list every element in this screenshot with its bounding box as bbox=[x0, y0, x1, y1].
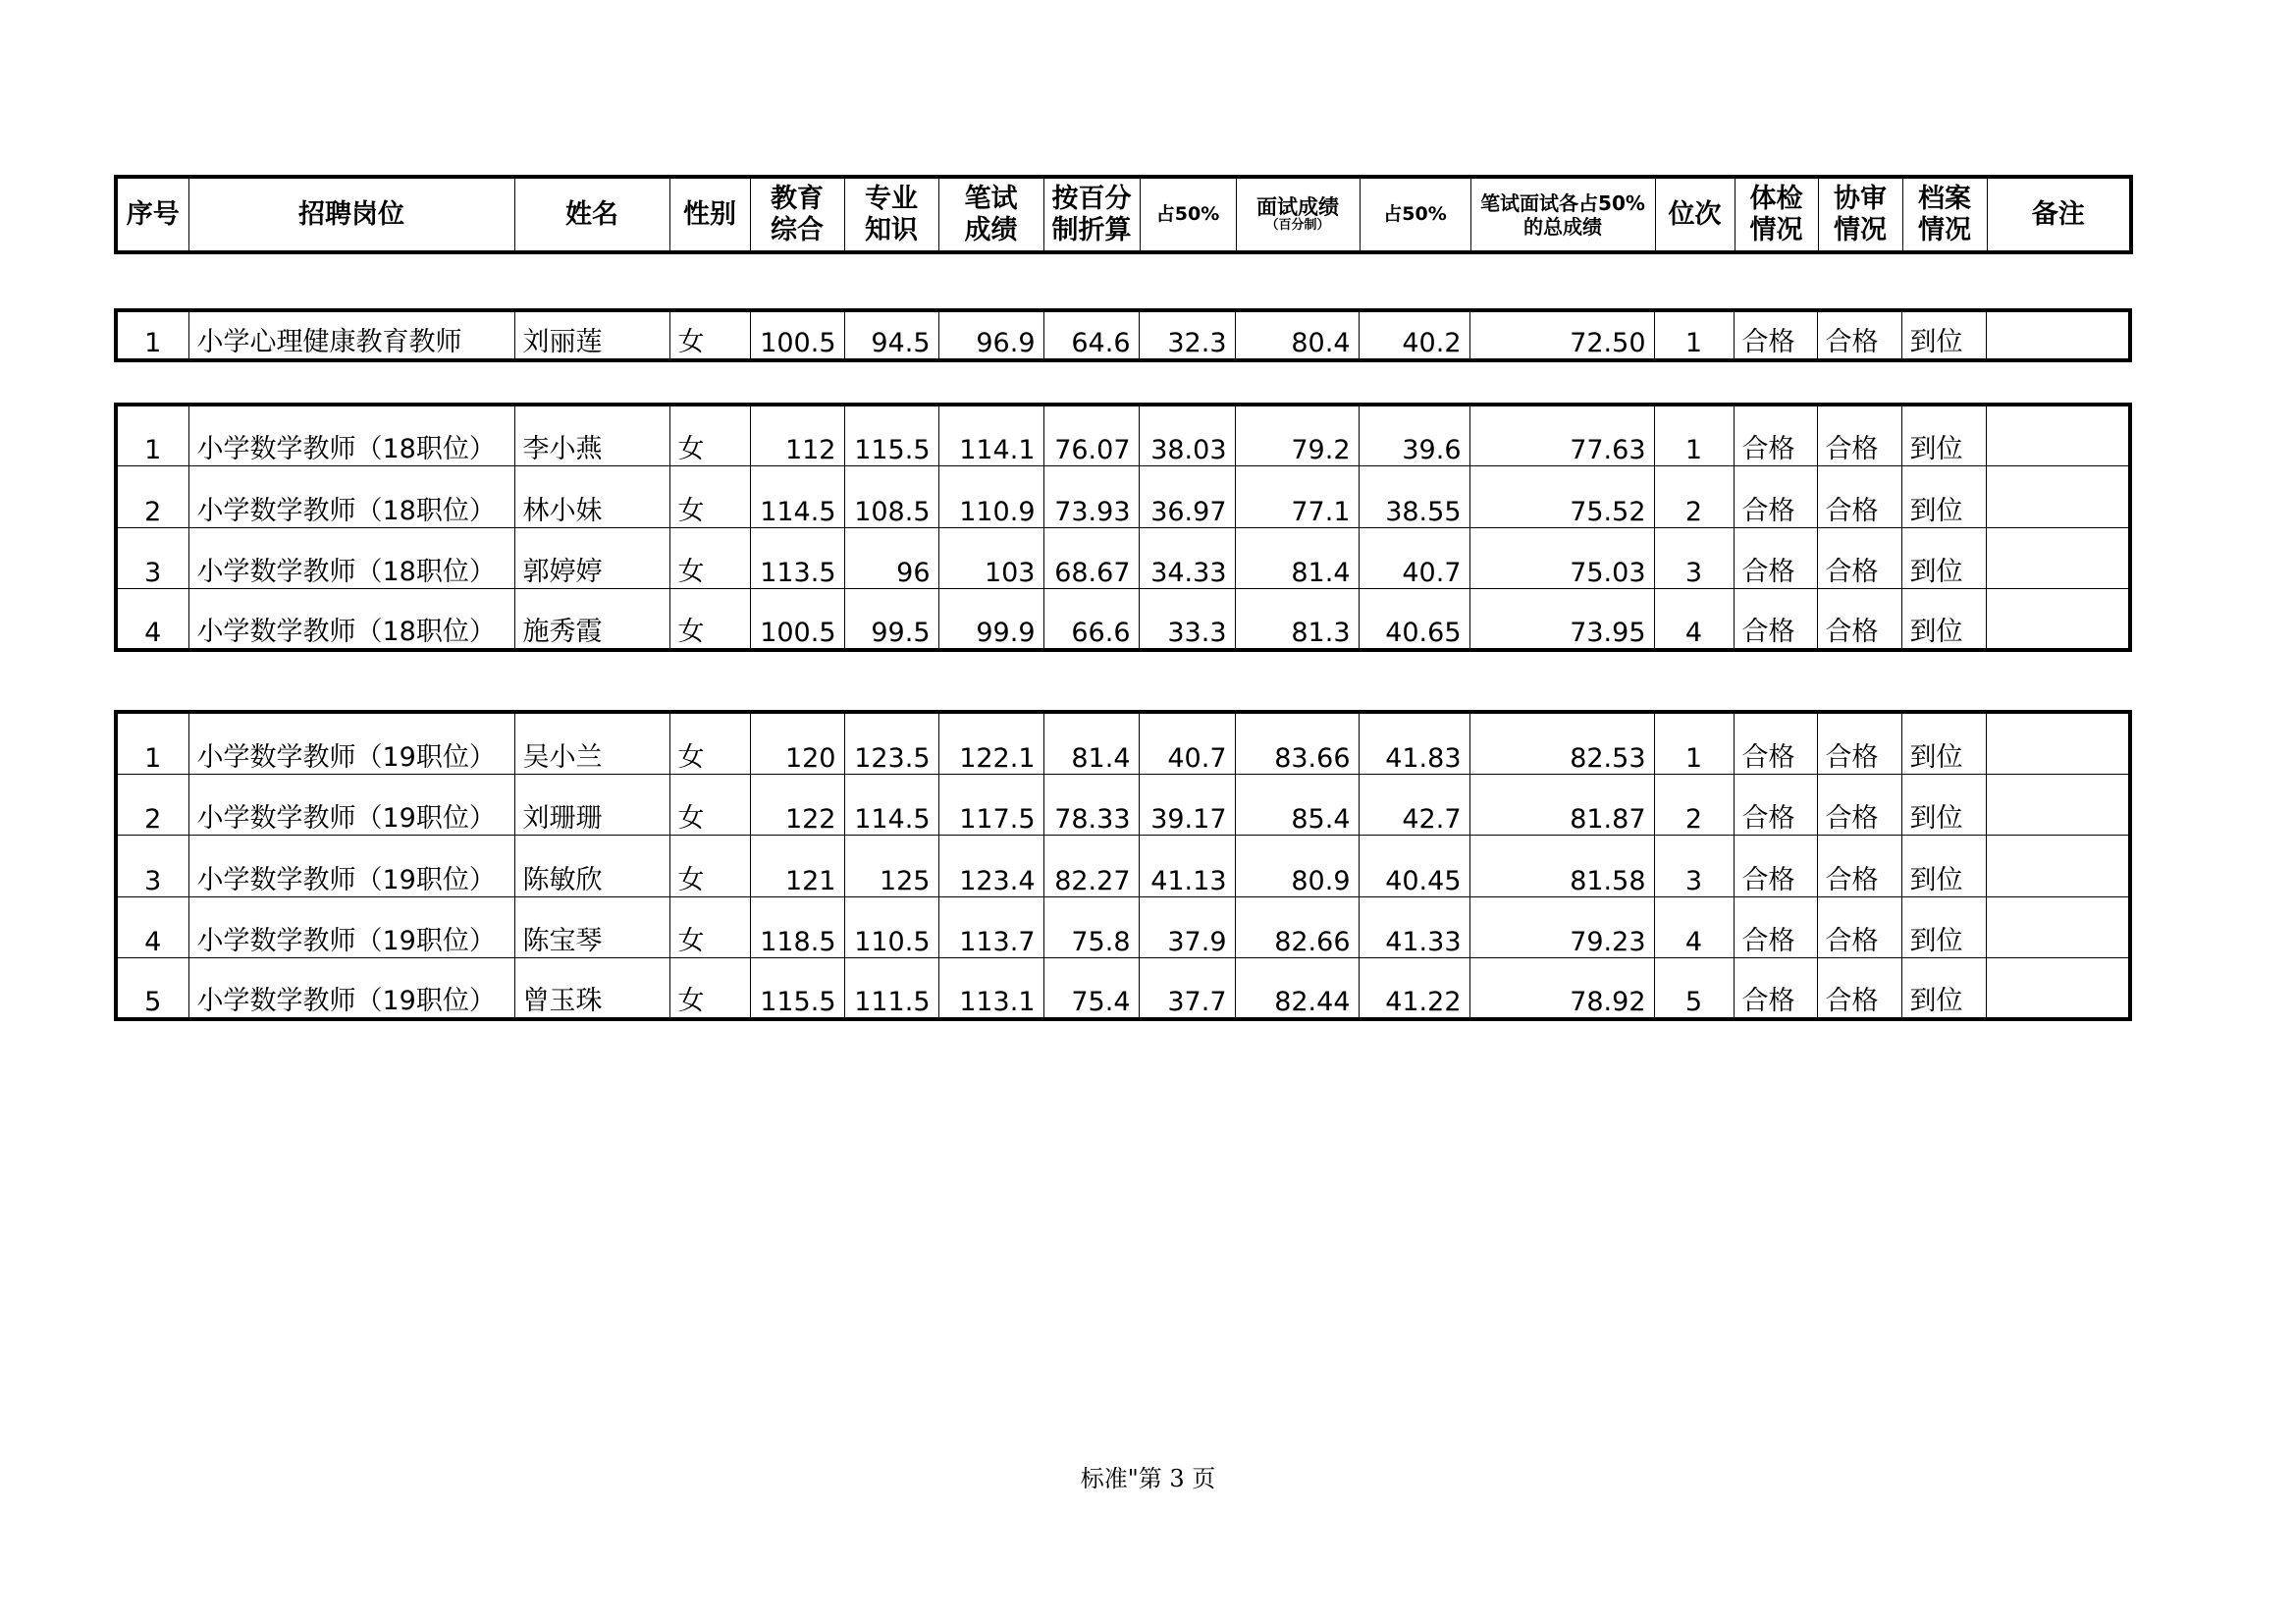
header-review bbox=[1818, 177, 1902, 252]
physical-exam-cell: 合格 bbox=[1734, 896, 1817, 957]
professional-score-cell: 110.5 bbox=[844, 896, 938, 957]
remarks-cell bbox=[1986, 310, 2130, 360]
total-score-cell: 75.03 bbox=[1469, 527, 1654, 588]
gender-cell: 女 bbox=[669, 957, 750, 1019]
gender-cell: 女 bbox=[669, 712, 750, 774]
interview-score-cell: 80.4 bbox=[1235, 310, 1359, 360]
review-cell: 合格 bbox=[1817, 465, 1901, 527]
interview-half-cell: 40.7 bbox=[1359, 527, 1469, 588]
physical-exam-cell: 合格 bbox=[1734, 835, 1817, 896]
position-cell: 小学数学教师（19职位） bbox=[188, 835, 514, 896]
review-cell: 合格 bbox=[1817, 310, 1901, 360]
education-score-cell: 100.5 bbox=[750, 588, 844, 650]
rank-cell: 3 bbox=[1654, 527, 1734, 588]
education-score-cell: 122 bbox=[750, 774, 844, 835]
review-cell: 合格 bbox=[1817, 527, 1901, 588]
interview-score-cell: 81.4 bbox=[1235, 527, 1359, 588]
header-archive-line: 档案 bbox=[1918, 184, 1971, 215]
seq-cell: 2 bbox=[116, 465, 188, 527]
position-cell: 小学心理健康教育教师 bbox=[188, 310, 514, 360]
education-score-cell: 118.5 bbox=[750, 896, 844, 957]
name-cell: 李小燕 bbox=[514, 405, 669, 465]
table-row bbox=[116, 835, 2130, 896]
name-cell: 施秀霞 bbox=[514, 588, 669, 650]
name-cell: 刘珊珊 bbox=[514, 774, 669, 835]
header-physical bbox=[1735, 177, 1818, 252]
percent-score-cell: 81.4 bbox=[1043, 712, 1139, 774]
total-score-cell: 79.23 bbox=[1469, 896, 1654, 957]
percent-score-cell: 76.07 bbox=[1043, 405, 1139, 465]
rank-cell: 1 bbox=[1654, 405, 1734, 465]
gender-cell: 女 bbox=[669, 310, 750, 360]
physical-exam-cell: 合格 bbox=[1734, 774, 1817, 835]
education-score-cell: 120 bbox=[750, 712, 844, 774]
header-position bbox=[188, 177, 514, 252]
written-score-cell: 114.1 bbox=[938, 405, 1043, 465]
written-score-cell: 99.9 bbox=[938, 588, 1043, 650]
review-cell: 合格 bbox=[1817, 835, 1901, 896]
review-cell: 合格 bbox=[1817, 896, 1901, 957]
total-score-cell: 81.58 bbox=[1469, 835, 1654, 896]
written-half-cell: 33.3 bbox=[1139, 588, 1235, 650]
archive-cell: 到位 bbox=[1901, 774, 1986, 835]
archive-cell: 到位 bbox=[1901, 835, 1986, 896]
header-review-line: 情况 bbox=[1834, 214, 1887, 245]
interview-score-cell: 81.3 bbox=[1235, 588, 1359, 650]
education-score-cell: 114.5 bbox=[750, 465, 844, 527]
percent-score-cell: 68.67 bbox=[1043, 527, 1139, 588]
rank-cell: 5 bbox=[1654, 957, 1734, 1019]
header-name bbox=[514, 177, 669, 252]
education-score-cell: 112 bbox=[750, 405, 844, 465]
written-score-cell: 113.7 bbox=[938, 896, 1043, 957]
remarks-cell bbox=[1986, 712, 2130, 774]
written-score-cell: 110.9 bbox=[938, 465, 1043, 527]
gender-cell: 女 bbox=[669, 527, 750, 588]
remarks-cell bbox=[1986, 896, 2130, 957]
name-cell: 刘丽莲 bbox=[514, 310, 669, 360]
header-interview-subtitle: （百分制） bbox=[1265, 218, 1330, 234]
interview-half-cell: 39.6 bbox=[1359, 405, 1469, 465]
archive-cell: 到位 bbox=[1901, 405, 1986, 465]
header-archive bbox=[1902, 177, 1987, 252]
header-seq bbox=[116, 177, 188, 252]
written-score-cell: 117.5 bbox=[938, 774, 1043, 835]
interview-half-cell: 41.33 bbox=[1359, 896, 1469, 957]
interview-half-cell: 42.7 bbox=[1359, 774, 1469, 835]
header-gender-line: 性别 bbox=[683, 198, 736, 230]
table-row bbox=[116, 957, 2130, 1019]
interview-half-cell: 41.22 bbox=[1359, 957, 1469, 1019]
physical-exam-cell: 合格 bbox=[1734, 405, 1817, 465]
seq-cell: 1 bbox=[116, 712, 188, 774]
header-seq-line: 序号 bbox=[126, 198, 180, 230]
table-row bbox=[116, 896, 2130, 957]
header-physical-line: 体检 bbox=[1749, 184, 1803, 215]
physical-exam-cell: 合格 bbox=[1734, 310, 1817, 360]
review-cell: 合格 bbox=[1817, 774, 1901, 835]
written-score-cell: 103 bbox=[938, 527, 1043, 588]
seq-cell: 4 bbox=[116, 896, 188, 957]
total-score-cell: 82.53 bbox=[1469, 712, 1654, 774]
written-score-cell: 123.4 bbox=[938, 835, 1043, 896]
written-score-cell: 96.9 bbox=[938, 310, 1043, 360]
written-score-cell: 122.1 bbox=[938, 712, 1043, 774]
percent-score-cell: 64.6 bbox=[1043, 310, 1139, 360]
gender-cell: 女 bbox=[669, 588, 750, 650]
header-interview-half-line: 占50% bbox=[1383, 202, 1447, 225]
total-score-cell: 78.92 bbox=[1469, 957, 1654, 1019]
table-row bbox=[116, 310, 2130, 360]
rank-cell: 2 bbox=[1654, 774, 1734, 835]
header-review-line: 协审 bbox=[1834, 184, 1887, 215]
physical-exam-cell: 合格 bbox=[1734, 957, 1817, 1019]
professional-score-cell: 115.5 bbox=[844, 405, 938, 465]
group-math19-table bbox=[114, 710, 2132, 1021]
remarks-cell bbox=[1986, 405, 2130, 465]
table-row bbox=[116, 405, 2130, 465]
professional-score-cell: 123.5 bbox=[844, 712, 938, 774]
gender-cell: 女 bbox=[669, 465, 750, 527]
interview-half-cell: 40.65 bbox=[1359, 588, 1469, 650]
archive-cell: 到位 bbox=[1901, 588, 1986, 650]
interview-half-cell: 41.83 bbox=[1359, 712, 1469, 774]
seq-cell: 4 bbox=[116, 588, 188, 650]
header-written-half bbox=[1140, 177, 1236, 252]
interview-score-cell: 82.66 bbox=[1235, 896, 1359, 957]
interview-score-cell: 83.66 bbox=[1235, 712, 1359, 774]
written-half-cell: 36.97 bbox=[1139, 465, 1235, 527]
position-cell: 小学数学教师（18职位） bbox=[188, 527, 514, 588]
gender-cell: 女 bbox=[669, 835, 750, 896]
professional-score-cell: 114.5 bbox=[844, 774, 938, 835]
rank-cell: 1 bbox=[1654, 310, 1734, 360]
interview-score-cell: 85.4 bbox=[1235, 774, 1359, 835]
remarks-cell bbox=[1986, 774, 2130, 835]
header-percent bbox=[1043, 177, 1140, 252]
written-half-cell: 40.7 bbox=[1139, 712, 1235, 774]
education-score-cell: 115.5 bbox=[750, 957, 844, 1019]
interview-score-cell: 80.9 bbox=[1235, 835, 1359, 896]
percent-score-cell: 75.4 bbox=[1043, 957, 1139, 1019]
name-cell: 曾玉珠 bbox=[514, 957, 669, 1019]
written-half-cell: 32.3 bbox=[1139, 310, 1235, 360]
physical-exam-cell: 合格 bbox=[1734, 588, 1817, 650]
name-cell: 林小妹 bbox=[514, 465, 669, 527]
remarks-cell bbox=[1986, 957, 2130, 1019]
archive-cell: 到位 bbox=[1901, 896, 1986, 957]
written-half-cell: 38.03 bbox=[1139, 405, 1235, 465]
table-row bbox=[116, 712, 2130, 774]
review-cell: 合格 bbox=[1817, 405, 1901, 465]
percent-score-cell: 75.8 bbox=[1043, 896, 1139, 957]
interview-half-cell: 38.55 bbox=[1359, 465, 1469, 527]
header-interview bbox=[1236, 177, 1360, 252]
total-score-cell: 81.87 bbox=[1469, 774, 1654, 835]
physical-exam-cell: 合格 bbox=[1734, 465, 1817, 527]
archive-cell: 到位 bbox=[1901, 465, 1986, 527]
position-cell: 小学数学教师（19职位） bbox=[188, 896, 514, 957]
table-row bbox=[116, 588, 2130, 650]
table-row bbox=[116, 465, 2130, 527]
education-score-cell: 121 bbox=[750, 835, 844, 896]
header-interview-line: 面试成绩 bbox=[1256, 194, 1339, 219]
position-cell: 小学数学教师（19职位） bbox=[188, 957, 514, 1019]
gender-cell: 女 bbox=[669, 774, 750, 835]
header-archive-line: 情况 bbox=[1918, 214, 1971, 245]
header-physical-line: 情况 bbox=[1749, 214, 1803, 245]
header-education-line: 教育 bbox=[771, 184, 824, 215]
group-psychology-table bbox=[114, 308, 2132, 362]
position-cell: 小学数学教师（19职位） bbox=[188, 712, 514, 774]
header-written-half-line: 占50% bbox=[1155, 202, 1220, 225]
percent-score-cell: 66.6 bbox=[1043, 588, 1139, 650]
written-score-cell: 113.1 bbox=[938, 957, 1043, 1019]
name-cell: 陈敏欣 bbox=[514, 835, 669, 896]
archive-cell: 到位 bbox=[1901, 957, 1986, 1019]
percent-score-cell: 82.27 bbox=[1043, 835, 1139, 896]
header-professional-line: 专业 bbox=[865, 184, 918, 215]
header-table bbox=[114, 175, 2133, 254]
interview-score-cell: 82.44 bbox=[1235, 957, 1359, 1019]
seq-cell: 2 bbox=[116, 774, 188, 835]
professional-score-cell: 99.5 bbox=[844, 588, 938, 650]
header-row bbox=[116, 177, 2131, 252]
professional-score-cell: 108.5 bbox=[844, 465, 938, 527]
header-education-line: 综合 bbox=[771, 214, 824, 245]
table-row bbox=[116, 527, 2130, 588]
total-score-cell: 72.50 bbox=[1469, 310, 1654, 360]
written-half-cell: 34.33 bbox=[1139, 527, 1235, 588]
header-position-line: 招聘岗位 bbox=[298, 198, 404, 230]
rank-cell: 3 bbox=[1654, 835, 1734, 896]
interview-half-cell: 40.45 bbox=[1359, 835, 1469, 896]
seq-cell: 5 bbox=[116, 957, 188, 1019]
position-cell: 小学数学教师（18职位） bbox=[188, 465, 514, 527]
header-percent-line: 按百分 bbox=[1051, 184, 1132, 215]
header-written-line: 成绩 bbox=[964, 214, 1018, 245]
header-written-line: 笔试 bbox=[964, 184, 1018, 215]
written-half-cell: 41.13 bbox=[1139, 835, 1235, 896]
professional-score-cell: 111.5 bbox=[844, 957, 938, 1019]
position-cell: 小学数学教师（19职位） bbox=[188, 774, 514, 835]
total-score-cell: 73.95 bbox=[1469, 588, 1654, 650]
header-professional bbox=[844, 177, 938, 252]
remarks-cell bbox=[1986, 835, 2130, 896]
header-interview-half bbox=[1360, 177, 1470, 252]
total-score-cell: 77.63 bbox=[1469, 405, 1654, 465]
header-name-line: 姓名 bbox=[565, 198, 618, 230]
professional-score-cell: 96 bbox=[844, 527, 938, 588]
header-percent-line: 制折算 bbox=[1051, 214, 1132, 245]
archive-cell: 到位 bbox=[1901, 712, 1986, 774]
gender-cell: 女 bbox=[669, 896, 750, 957]
header-education bbox=[750, 177, 844, 252]
review-cell: 合格 bbox=[1817, 588, 1901, 650]
rank-cell: 4 bbox=[1654, 896, 1734, 957]
name-cell: 郭婷婷 bbox=[514, 527, 669, 588]
physical-exam-cell: 合格 bbox=[1734, 527, 1817, 588]
remarks-cell bbox=[1986, 588, 2130, 650]
rank-cell: 2 bbox=[1654, 465, 1734, 527]
archive-cell: 到位 bbox=[1901, 527, 1986, 588]
archive-cell: 到位 bbox=[1901, 310, 1986, 360]
written-half-cell: 37.7 bbox=[1139, 957, 1235, 1019]
position-cell: 小学数学教师（18职位） bbox=[188, 405, 514, 465]
education-score-cell: 113.5 bbox=[750, 527, 844, 588]
written-half-cell: 39.17 bbox=[1139, 774, 1235, 835]
header-total bbox=[1470, 177, 1655, 252]
percent-score-cell: 78.33 bbox=[1043, 774, 1139, 835]
header-written bbox=[938, 177, 1043, 252]
seq-cell: 3 bbox=[116, 527, 188, 588]
remarks-cell bbox=[1986, 465, 2130, 527]
header-remarks-line: 备注 bbox=[2031, 198, 2085, 230]
header-total-line: 的总成绩 bbox=[1523, 214, 1602, 239]
written-half-cell: 37.9 bbox=[1139, 896, 1235, 957]
total-score-cell: 75.52 bbox=[1469, 465, 1654, 527]
header-rank bbox=[1655, 177, 1735, 252]
percent-score-cell: 73.93 bbox=[1043, 465, 1139, 527]
seq-cell: 3 bbox=[116, 835, 188, 896]
interview-score-cell: 77.1 bbox=[1235, 465, 1359, 527]
interview-score-cell: 79.2 bbox=[1235, 405, 1359, 465]
name-cell: 陈宝琴 bbox=[514, 896, 669, 957]
group-math18-table bbox=[114, 403, 2132, 652]
physical-exam-cell: 合格 bbox=[1734, 712, 1817, 774]
page-footer: 标准"第 3 页 bbox=[1080, 1465, 1216, 1492]
header-professional-line: 知识 bbox=[865, 214, 918, 245]
remarks-cell bbox=[1986, 527, 2130, 588]
professional-score-cell: 125 bbox=[844, 835, 938, 896]
interview-half-cell: 40.2 bbox=[1359, 310, 1469, 360]
professional-score-cell: 94.5 bbox=[844, 310, 938, 360]
gender-cell: 女 bbox=[669, 405, 750, 465]
position-cell: 小学数学教师（18职位） bbox=[188, 588, 514, 650]
seq-cell: 1 bbox=[116, 310, 188, 360]
header-rank-line: 位次 bbox=[1668, 198, 1722, 230]
table-row bbox=[116, 774, 2130, 835]
education-score-cell: 100.5 bbox=[750, 310, 844, 360]
review-cell: 合格 bbox=[1817, 712, 1901, 774]
rank-cell: 1 bbox=[1654, 712, 1734, 774]
name-cell: 吴小兰 bbox=[514, 712, 669, 774]
header-total-line: 笔试面试各占50% bbox=[1480, 190, 1645, 215]
rank-cell: 4 bbox=[1654, 588, 1734, 650]
review-cell: 合格 bbox=[1817, 957, 1901, 1019]
seq-cell: 1 bbox=[116, 405, 188, 465]
header-gender bbox=[669, 177, 750, 252]
header-remarks bbox=[1987, 177, 2131, 252]
